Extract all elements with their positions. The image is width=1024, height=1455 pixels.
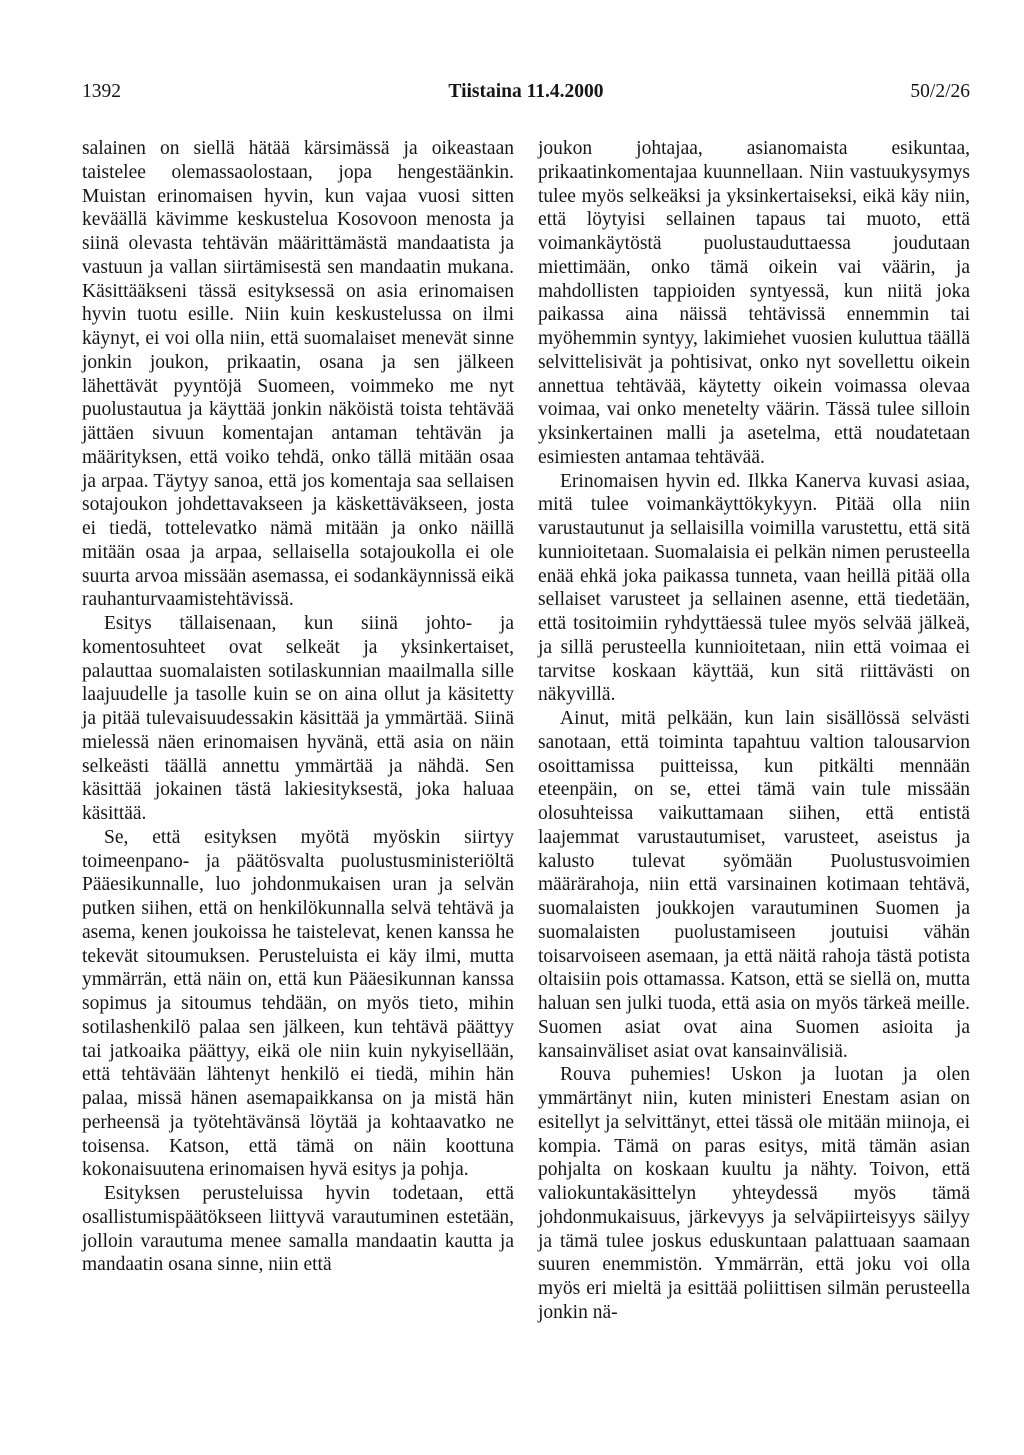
page-number: 1392 xyxy=(82,81,121,102)
paragraph: Esityksen perusteluissa hyvin todetaan, että osallistumispäätökseen liittyvä varautuminen estetään, jolloin varautuma menee samalla mandaatin kautta ja mandaatin osana sinne, niin että xyxy=(82,1183,514,1276)
record-id: 50/2/26 xyxy=(910,81,970,102)
paragraph: Rouva puhemies! Uskon ja luotan ja olen ymmärtänyt niin, kuten ministeri Enestam asian on esitellyt ja selvittänyt, ettei tässä ole mitään miinoja, ei kompia. Tämä on paras esitys, mitä tämän asian pohjalta on koskaan kuultu ja nähty. Toivon, että valiokuntakäsittelyn yhteydessä myös tämä johdonmukaisuus, järkevyys ja selväpiirteisyys säilyy ja tämä tulee joskus eduskuntaan palattuaan saamaan suuren enemmistön. Ymmärrän, että joku voi olla myös eri mieltä ja esittää poliittisen silmän perusteella jonkin nä- xyxy=(538,1064,970,1323)
paragraph: Erinomaisen hyvin ed. Ilkka Kanerva kuvasi asiaa, mitä tulee voimankäyttökykyyn. Pitää olla niin varustautunut ja sellaisilla voimilla varustettu, että sitä kunnioitetaan. Suomalaisia ei pelkän nimen perusteella enää ehkä joka paikassa tunneta, vaan heillä pitää olla sellaiset varusteet ja sellainen asenne, että tiedetään, että tositoimiin ryhdyttäessä tulee myös selvää jälkeä, ja sillä perusteella kunnioitetaan, niin että voimaa ei tarvitse koskaan käyttää, kun sitä riittävästi on näkyvillä. xyxy=(538,470,970,706)
session-date: Tiistaina 11.4.2000 xyxy=(448,81,604,102)
page-header xyxy=(82,78,970,106)
paragraph: salainen on siellä hätää kärsimässä ja oikeastaan taistelee olemassaolostaan, jopa hengestäänkin. Muistan erinomaisen hyvin, kun vajaa vuosi sitten keväällä kävimme keskustelua Kosovoon menosta ja siinä olevasta tehtävän määrittämästä mandaatista ja vastuun ja vallan siirtämisestä sen mandaatin mukana. Käsittääkseni tässä esityksessä on asia erinomaisen hyvin tuotu esille. Niin kuin keskustelussa on ilmi käynyt, ei voi olla niin, että suomalaiset menevät sinne jonkin joukon, prikaatin, osana ja sen jälkeen lähettävät pyyntöjä Suomeen, voimmeko me nyt puolustautua ja käyttää jonkin näköistä toista tehtävää jättäen sivuun komentajan antaman tehtävän ja määrityksen, että voiko tehdä, onko tällä mitään osaa ja arpaa. Täytyy sanoa, että jos komentaja saa sellaisen sotajoukon johdettavakseen ja käskettäväkseen, josta ei tiedä, tottelevatko nämä mitään ja onko näillä mitään osaa ja arpaa, sellaisella sotajoukolla ei ole suurta arvoa missään asemassa, ei sodankäynnissä eikä rauhanturvaamistehtävissä. xyxy=(82,138,514,611)
paragraph: joukon johtajaa, asianomaista esikuntaa, prikaatinkomentajaa kuunnellaan. Niin vastuukysymys tulee myös selkeäksi ja yksinkertaiseksi, eikä käy niin, että löytyisi sellainen tapaus tai muoto, että voimankäytöstä puolustauduttaessa joudutaan miettimään, onko tämä oikein vai väärin, ja mahdollisten tappioiden syntyessä, kun niitä joka paikassa aina näissä tehtävissä ennemmin tai myöhemmin syntyy, lakimiehet vuosien kuluttua täällä selvittelisivät ja pohtisivat, onko nyt sovellettu oikein annettua tehtävää, käytetty oikein voimassa olevaa voimaa, vai onko menetelty väärin. Tässä tulee silloin yksinkertainen malli ja asetelma, että noudatetaan esimiesten antamaa tehtävää. xyxy=(538,138,970,468)
paragraph: Esitys tällaisenaan, kun siinä johto- ja komentosuhteet ovat selkeät ja yksinkertaiset, palauttaa suomalaisten sotilaskunnian maailmalla sille laajuudelle ja tasolle kuin se on aina ollut ja käsitetty ja pitää tulevaisuudessakin käsittää ja ymmärtää. Siinä mielessä näen erinomaisen hyvänä, että asia on näin selkeästi täällä annettu ymmärtää ja nähdä. Sen käsittää jokainen tästä lakiesityksestä, joka haluaa käsittää. xyxy=(82,613,514,824)
left-text-column xyxy=(82,137,514,1277)
paragraph: Se, että esityksen myötä myöskin siirtyy toimeenpano- ja päätösvalta puolustusministeriöltä Pääesikunnalle, luo johdonmukaisen uran ja selvän putken siihen, että on henkilökunnalla selvä tehtävä ja asema, kenen joukoissa he taistelevat, kenen kanssa he tekevät sitoumuksen. Perusteluista ei käy ilmi, mutta ymmärrän, että näin on, että kun Pääesikunnan kanssa sopimus ja sitoumus tehdään, on myös tieto, mihin sotilashenkilö palaa sen jälkeen, kun tehtävä päättyy tai jatkoaika päättyy, eikä ole niin kuin nykyisellään, että tehtävään lähtenyt henkilö ei tiedä, mihin hän palaa, missä hänen asemapaikkansa on ja mistä hän perheensä ja työtehtävänsä löytää ja kohtaavatko ne toisensa. Katson, että tämä on näin koottuna kokonaisuutena erinomaisen hyvä esitys ja pohja. xyxy=(82,826,514,1181)
paragraph: Ainut, mitä pelkään, kun lain sisällössä selvästi sanotaan, että toiminta tapahtuu valtion talousarvion osoittamissa puitteissa, kun pitkälti mennään eteenpäin, on se, ettei tämä vain tule missään olosuhteissa vaikuttamaan siihen, että entistä laajemmat varustautumiset, varusteet, aseistus ja kalusto tulevat syömään Puolustusvoimien määrärahoja, niin että varsinainen kotimaan tehtävä, suomalaisten joukkojen varautuminen Suomen ja suomalaisten puolustamiseen joutuisi vähän toisarvoiseen asemaan, ja että näitä rahoja tästä potista oltaisiin pois ottamassa. Katson, että se siellä on, mutta haluan sen julki tuoda, että asia on myös tärkeä meille. Suomen asiat ovat aina Suomen asioita ja kansainväliset asiat ovat kansainvälisiä. xyxy=(538,708,970,1062)
right-text-column xyxy=(538,137,970,1325)
